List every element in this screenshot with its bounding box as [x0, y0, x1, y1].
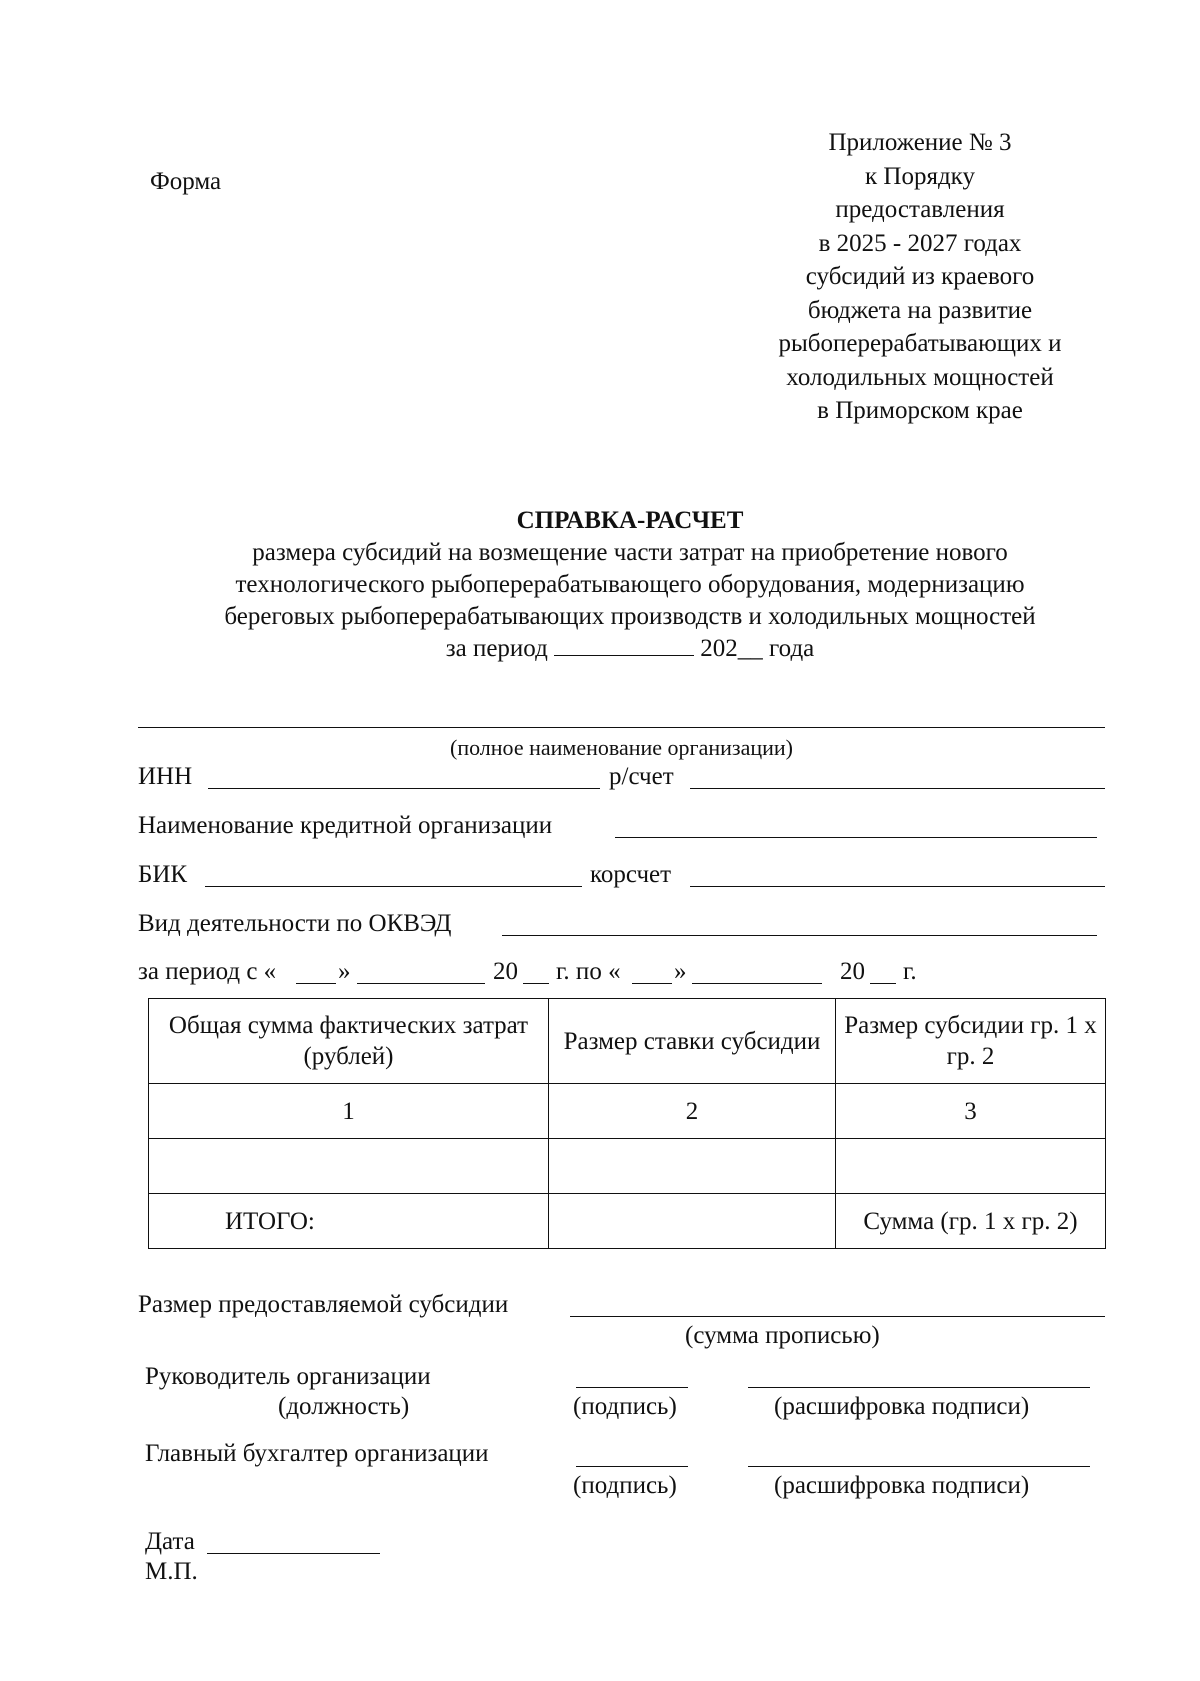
- okved-field[interactable]: [502, 935, 1097, 936]
- subsidy-field[interactable]: [570, 1316, 1105, 1317]
- period-end: г.: [903, 958, 917, 985]
- bank-label: Наименование кредитной организации: [138, 812, 553, 839]
- accountant-signature-line[interactable]: [576, 1466, 688, 1467]
- table-cell[interactable]: [549, 1194, 836, 1249]
- appendix-line: бюджета на развитие: [807, 296, 1033, 324]
- subsidy-caption: (сумма прописью): [685, 1322, 880, 1349]
- corr-label: корсчет: [590, 861, 672, 888]
- period-from-year-prefix: 20: [493, 958, 518, 985]
- title-period-suffix: года: [769, 635, 815, 662]
- appendix-line: в 2025 - 2027 годах: [818, 229, 1022, 257]
- title-period-line: [100, 633, 1160, 665]
- title-line: технологического рыбоперерабатывающего оборудования, модернизацию: [235, 571, 1025, 598]
- inn-label: ИНН: [138, 763, 193, 790]
- head-position: (должность): [278, 1393, 410, 1420]
- accountant-label: Главный бухгалтер организации: [145, 1440, 489, 1467]
- appendix-line: предоставления: [835, 196, 1005, 223]
- head-signature-caption: (подпись): [573, 1393, 677, 1420]
- subsidy-label: Размер предоставляемой субсидии: [138, 1291, 509, 1318]
- period-from-month[interactable]: [357, 983, 485, 984]
- period-to-month[interactable]: [692, 983, 822, 984]
- appendix-line: в Приморском крае: [817, 397, 1023, 424]
- table-header-cell: Общая сумма фактических затрат (рублей): [149, 999, 549, 1084]
- table-number-row: [149, 1084, 1106, 1139]
- head-signature-decode-line[interactable]: [748, 1387, 1090, 1388]
- appendix-line: к Порядку: [865, 162, 975, 190]
- date-label: Дата: [145, 1528, 195, 1555]
- period-to-label: г. по «: [556, 958, 621, 985]
- title-line: береговых рыбоперерабатывающих производств и холодильных мощностей: [224, 603, 1036, 630]
- inn-field[interactable]: [208, 788, 600, 789]
- appendix-line: холодильных мощностей: [786, 363, 1054, 391]
- okved-label: Вид деятельности по ОКВЭД: [138, 910, 452, 937]
- stamp-label: М.П.: [145, 1558, 198, 1585]
- head-label: Руководитель организации: [145, 1363, 431, 1390]
- title-period-year: 202__: [700, 635, 763, 662]
- head-signature-line[interactable]: [576, 1387, 688, 1388]
- table-header-cell: Размер субсидии гр. 1 х гр. 2: [836, 999, 1106, 1084]
- accountant-signature-decode-caption: (расшифровка подписи): [774, 1472, 1030, 1499]
- appendix-line: рыбоперерабатывающих и: [778, 330, 1062, 357]
- table-cell[interactable]: [149, 1139, 549, 1194]
- table-row: [149, 1139, 1106, 1194]
- period-from-quote: »: [338, 958, 351, 985]
- form-label: Форма: [150, 168, 222, 195]
- table-cell: 3: [836, 1084, 1106, 1139]
- appendix-line: Приложение № 3: [828, 129, 1012, 156]
- account-label: р/счет: [609, 763, 674, 790]
- period-from-day[interactable]: [296, 983, 336, 984]
- table-cell: 1: [149, 1084, 549, 1139]
- table-total-row: [149, 1194, 1106, 1249]
- org-name-line[interactable]: [138, 727, 1105, 728]
- title-period-prefix: за период: [445, 635, 548, 662]
- table-header-cell: Размер ставки субсидии: [549, 999, 836, 1084]
- calculation-table: [148, 998, 1106, 1249]
- period-to-day[interactable]: [632, 983, 672, 984]
- period-from-prefix: за период с «: [138, 958, 277, 985]
- appendix-line: субсидий из краевого: [805, 263, 1035, 290]
- table-cell[interactable]: [549, 1139, 836, 1194]
- bank-field[interactable]: [615, 837, 1097, 838]
- document-title: СПРАВКА-РАСЧЕТ: [516, 507, 744, 534]
- period-from-year[interactable]: [523, 983, 549, 984]
- appendix-block: [660, 126, 1180, 428]
- accountant-signature-caption: (подпись): [573, 1472, 677, 1499]
- period-to-quote: »: [674, 958, 687, 985]
- title-line: размера субсидий на возмещение части затрат на приобретение нового: [252, 539, 1008, 566]
- bik-field[interactable]: [205, 886, 582, 887]
- account-field[interactable]: [690, 788, 1105, 789]
- table-cell: 2: [549, 1084, 836, 1139]
- period-to-year[interactable]: [870, 983, 896, 984]
- bik-label: БИК: [138, 861, 188, 888]
- accountant-signature-decode-line[interactable]: [748, 1466, 1090, 1467]
- title-period-blank[interactable]: [554, 633, 694, 656]
- table-header-row: [149, 999, 1106, 1084]
- head-signature-decode-caption: (расшифровка подписи): [774, 1393, 1030, 1420]
- date-field[interactable]: [207, 1553, 380, 1554]
- period-to-year-prefix: 20: [840, 958, 865, 985]
- table-total-label: ИТОГО:: [149, 1194, 549, 1249]
- table-cell[interactable]: [836, 1139, 1106, 1194]
- document-title-block: [100, 505, 1160, 665]
- org-name-caption: (полное наименование организации): [450, 735, 793, 760]
- table-total-formula: Сумма (гр. 1 х гр. 2): [836, 1194, 1106, 1249]
- corr-field[interactable]: [690, 886, 1105, 887]
